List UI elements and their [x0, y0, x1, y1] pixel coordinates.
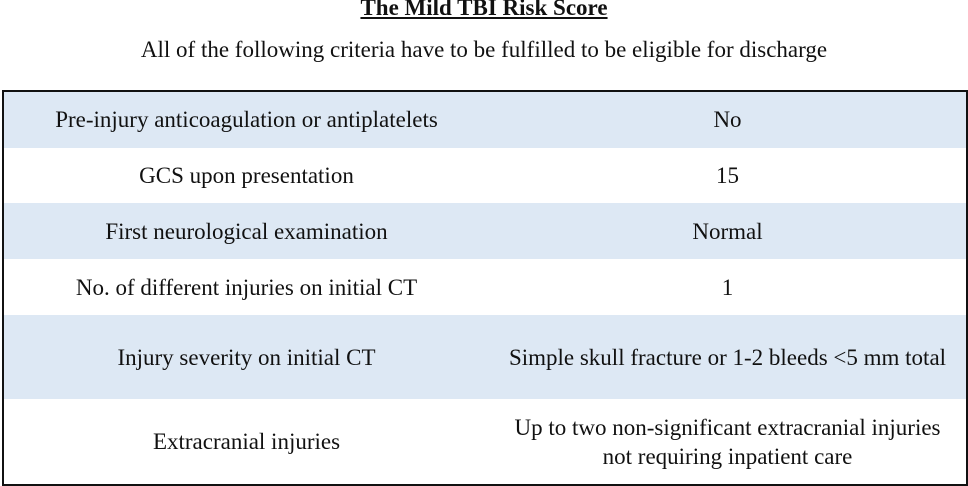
- value-cell: Simple skull fracture or 1-2 bleeds <5 mm total: [508, 344, 947, 370]
- value-cell: 1: [721, 274, 734, 300]
- criteria-table: [2, 90, 968, 486]
- criterion-cell: First neurological examination: [105, 218, 388, 244]
- table-row: [4, 92, 966, 148]
- value-cell: 15: [716, 163, 739, 189]
- table-row: [4, 203, 966, 259]
- criterion-cell: Injury severity on initial CT: [117, 344, 376, 370]
- table-row: [4, 399, 966, 484]
- table-row: [4, 315, 966, 400]
- criterion-cell: No. of different injuries on initial CT: [75, 274, 418, 300]
- criterion-cell: Extracranial injuries: [152, 429, 341, 455]
- table-subtitle: All of the following criteria have to be fulfilled to be eligible for discharge: [140, 37, 828, 62]
- table-row: [4, 148, 966, 204]
- value-cell: Up to two non-significant extracranial injuries not requiring inpatient care: [514, 414, 941, 469]
- table-title: The Mild TBI Risk Score: [360, 0, 608, 20]
- table-row: [4, 259, 966, 315]
- criterion-cell: Pre-injury anticoagulation or antiplatelets: [55, 107, 438, 133]
- value-cell: No: [713, 107, 742, 133]
- value-cell: Normal: [692, 218, 763, 244]
- criterion-cell: GCS upon presentation: [139, 163, 354, 189]
